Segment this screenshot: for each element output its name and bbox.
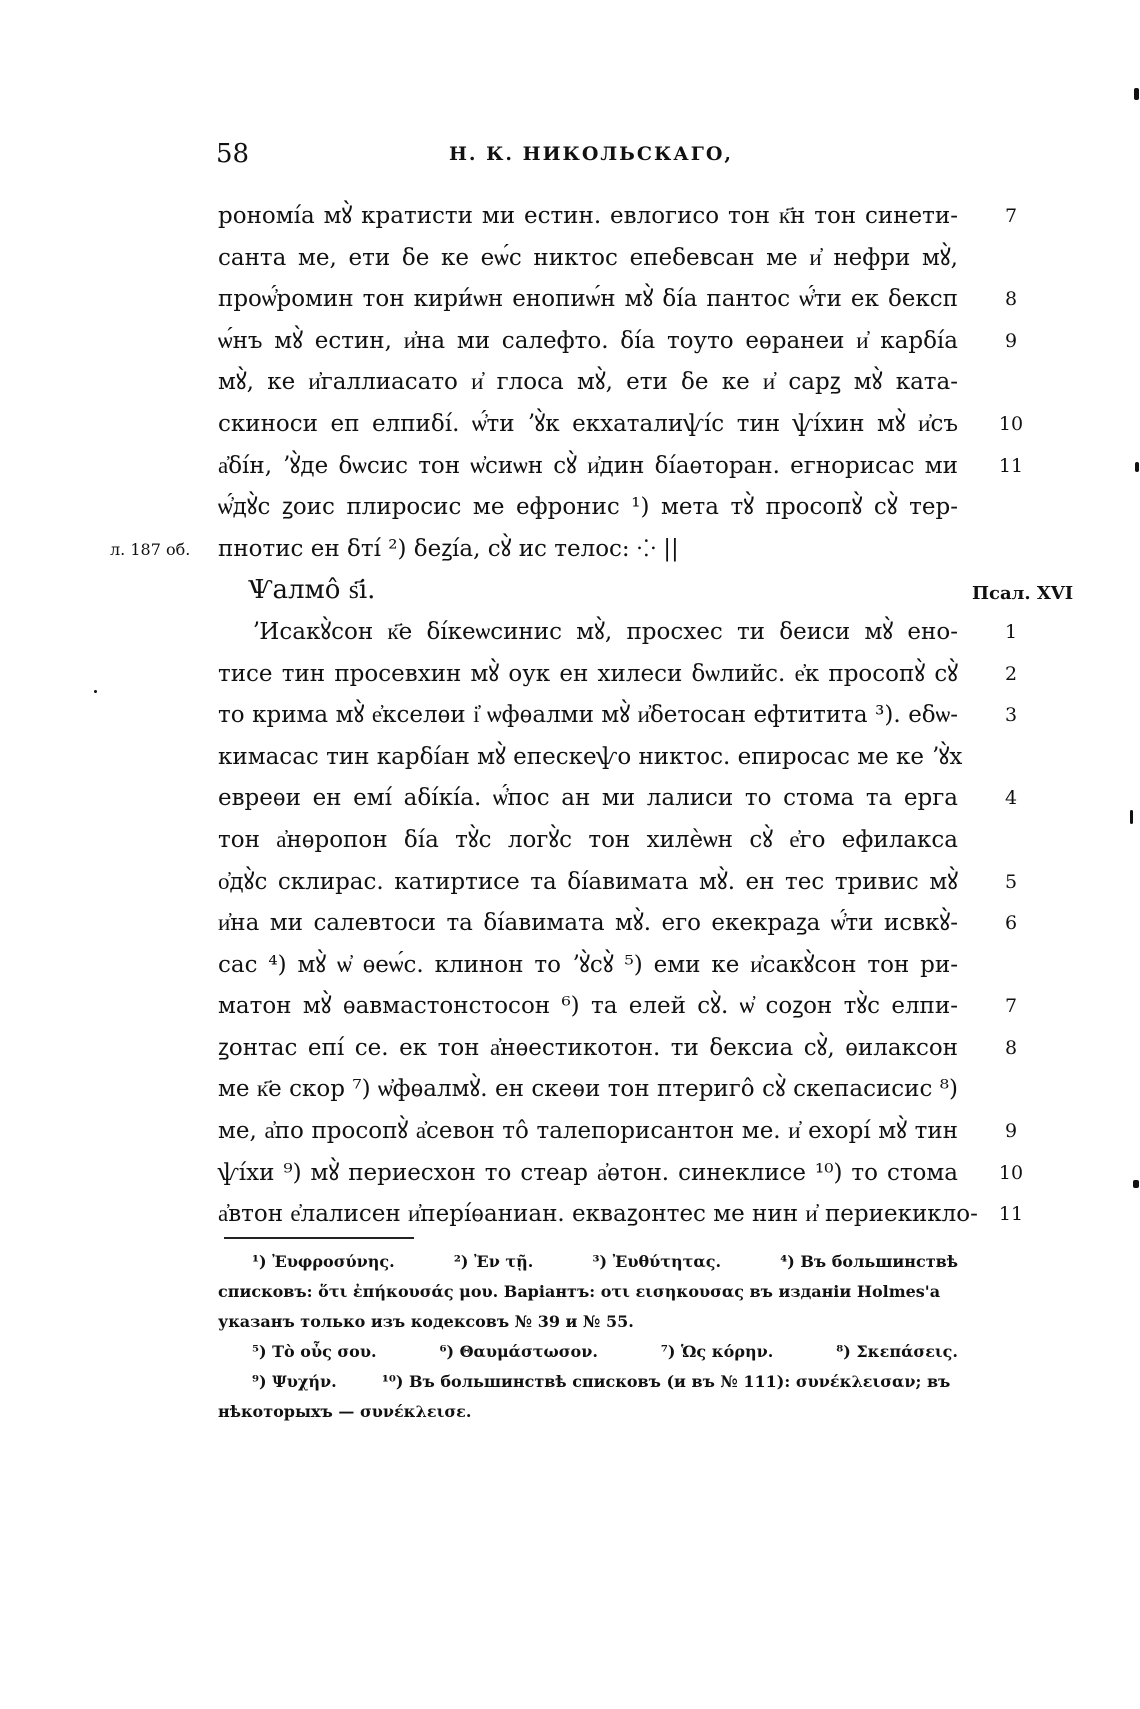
text-line [0,529,1140,571]
footnote-line [218,1397,958,1427]
verse-number: 5 [1004,870,1018,893]
scan-speck [94,690,97,693]
verse-number: 7 [1004,995,1018,1018]
text-line [0,654,1140,696]
footnote-line [218,1247,958,1277]
line-text: ѡ҆́дꙋ̀с ꙁоис плиросис ме ефронис ¹) мета тꙋ̀ просопꙋ̀ сꙋ̀ тер- [218,494,958,521]
page-number: 58 [216,139,250,169]
line-text: тон а҆нѳропон δі́а тꙋ̀с логꙋ̀с тон хилѐѡн сꙋ̀ е҆го ефилакса [218,826,958,853]
scan-speck [1134,88,1139,100]
line-text: матон мꙋ̀ ѳавмастонстосон ⁶) та елей сꙋ̀. ѡ҆ соꙁон тꙋ̀с елпи- [218,993,958,1020]
text-line [0,1028,1140,1070]
text-line [0,487,1140,529]
verse-number: 4 [1004,787,1018,810]
footnote-line [218,1367,958,1397]
footnote-line [218,1337,958,1367]
scan-speck [1130,810,1133,824]
line-text: мꙋ̀, ке и҆галлиасато и҆ глоса мꙋ̀, ети δе ке и҆ сарꙁ мꙋ̀ ката- [218,369,958,396]
text-line [0,321,1140,363]
text-line [0,612,1140,654]
text-line [0,778,1140,820]
psalm-heading: Ѱалмо̂ ѕ҃і. [248,575,376,606]
text-line [0,1153,1140,1195]
verse-number: 7 [1004,205,1018,227]
verse-number: 11 [998,1203,1024,1226]
footnote-6: ⁶) Θαυμάστωσον. [439,1342,598,1361]
line-text: санта ме, ети δе ке еѡ́с никтос епеδевсан ме и҆ нефри мꙋ̀, [218,244,958,271]
verse-number: 9 [1004,1120,1018,1143]
text-line [0,238,1140,280]
text-line [0,820,1140,862]
footnote-8: ⁸) Σκεπάσεις. [836,1342,958,1361]
verse-number: 3 [1004,704,1018,727]
line-text: скиноси еп елпиδі́. ѡ҆́ти ʼꙋ̀к екхаталиѱі́с тин ѱі́хин мꙋ̀ и҆съ [218,410,958,437]
line-text: евреѳи ен емі́ аδі́кі́а. ѡ҆́пос ан ми лалиси то стома та ерга [218,785,958,812]
line-text: ѡ́нъ мꙋ̀ естин, и҆на ми салефто. δі́а тоуто еѳранеи и҆ карδі́а [218,327,958,354]
footnote-line [218,1307,958,1337]
line-text: ме, а҆по просопꙋ̀ а҆севон то̂ талепорисантон ме. и҆ ехорі́ мꙋ̀ тин [218,1118,958,1145]
folio-marker: л. 187 об. [110,539,191,559]
footnote-line [218,1277,958,1307]
verse-number: 2 [1004,662,1018,685]
page-header [216,134,966,174]
line-text: и҆на ми салевтоси та δі́авимата мꙋ̀. его екекраꙁа ѡ҆́ти исвкꙋ̀- [218,910,958,937]
text-line [0,446,1140,488]
psalm-heading-line [0,570,1140,612]
footnote-7: ⁷) Ὡς κόρην. [660,1342,774,1361]
line-text: пнотис ен δті́ ²) δеꙁі́а, сꙋ̀ ис телос: ⁘ || [218,535,679,562]
text-line [0,945,1140,987]
text-line [0,1194,1140,1236]
line-text: проѡ҆́ромин тон кири́ѡн енопиѡ́н мꙋ̀ δі́а пантос ѡ҆́ти ек δексп [218,286,958,313]
footnote-10: ¹⁰) Въ большинствѣ списковъ (и въ № 111): συνέκλεισαν; въ [381,1372,951,1391]
line-text: а҆δі́н, ʼꙋ̀де δѡсис тон ѡ҆сиѡн сꙋ̀ и҆дин δі́аѳторан. егнорисас ми [218,452,958,479]
text-line [0,362,1140,404]
line-text: ѱі́хи ⁹) мꙋ̀ периесхон то стеар а҆ѳтон. синеклисе ¹⁰) то стома [218,1159,958,1186]
footnote-2: ²) Ἐν τῇ. [453,1252,534,1271]
footnote-3: ³) Ἐυθύτητας. [592,1252,722,1271]
verse-number: 11 [998,454,1024,477]
footnote-9: ⁹) Ψυχήν. [252,1372,337,1391]
text-line [0,1069,1140,1111]
text-line [0,903,1140,945]
text-line [0,1111,1140,1153]
text-line [0,695,1140,737]
line-text: тисе тин просевхин мꙋ̀ оук ен хилеси δѡлийс. е҆к просопꙋ̀ сꙋ̀ [218,660,958,687]
verse-number: 6 [1004,912,1018,935]
text-line [0,986,1140,1028]
verse-number: 10 [998,1161,1024,1184]
verse-number: 8 [1004,1036,1018,1059]
line-text: ʼИсакꙋ̀сон к҃е δі́кеѡсинис мꙋ̀, просхес ти δеиси мꙋ̀ ено- [252,618,958,645]
footnote-5: ⁵) Τὸ οὖς σου. [252,1342,377,1361]
text-line [0,737,1140,779]
footnote-4-cont: указанъ только изъ кодексовъ № 39 и № 55. [218,1312,634,1331]
text-line [0,196,1140,238]
scan-speck [1135,462,1139,472]
footnote-rule [224,1237,414,1239]
scan-speck [1133,1180,1139,1188]
line-text: о҆дꙋ̀с склирас. катиртисе та δі́авимата мꙋ̀. ен тес тривис мꙋ̀ [218,868,958,895]
line-text: ꙁонтас епі́ се. ек тон а҆нѳестикотон. ти δексиа сꙋ̀, ѳилаксон [218,1034,958,1061]
footnotes [218,1247,958,1427]
line-text: кимасас тин карδі́ан мꙋ̀ епескеѱо никтос. епиросас ме ке ʼꙋ̀х [218,743,963,770]
footnote-1: ¹) Ἐυφροσύνης. [252,1252,395,1271]
text-line [0,862,1140,904]
footnote-4-cont: списковъ: ὅτι ἐπήκουσάς μου. Варіантъ: οτι εισηκουσας въ изданіи Holmes'а [218,1282,941,1301]
line-text: ме к҃е скор ⁷) ѡ҆фѳалмꙋ̀. ен скеѳи тон птериго̂ сꙋ̀ скепасисис ⁸) [218,1076,958,1103]
running-head: Н. К. НИКОЛЬСКАГО, [448,143,734,165]
psalm-margin-label: Псал. XVI [972,583,1074,605]
footnote-10-cont: нѣкоторыхъ — συνέκλεισε. [218,1402,472,1421]
text-line [0,279,1140,321]
text-line [0,404,1140,446]
line-text: сас ⁴) мꙋ̀ ѡ҆ ѳеѡ́с. клинон то ʼꙋ̀сꙋ̀ ⁵) еми ке и҆сакꙋ̀сон тон ри- [218,951,958,978]
line-text: рономі́а мꙋ̀ кратисти ми естин. евлогисо тон к҃н тон синети- [218,203,958,229]
verse-number: 10 [998,412,1024,435]
line-text: то крима мꙋ̀ е҆кселѳи і҆ ѡфѳалми мꙋ̀ и҆δетосан ефтитита ³). еδѡ- [218,702,958,729]
line-text: а҆втон е҆лалисен и҆пері́ѳаниан. екваꙁонтес ме нин и҆ периекикло- [218,1201,978,1228]
footnote-4: ⁴) Въ большинствѣ [780,1252,958,1271]
body-text [0,196,1140,1236]
verse-number: 1 [1004,620,1018,643]
verse-number: 8 [1004,288,1018,311]
verse-number: 9 [1004,329,1018,352]
